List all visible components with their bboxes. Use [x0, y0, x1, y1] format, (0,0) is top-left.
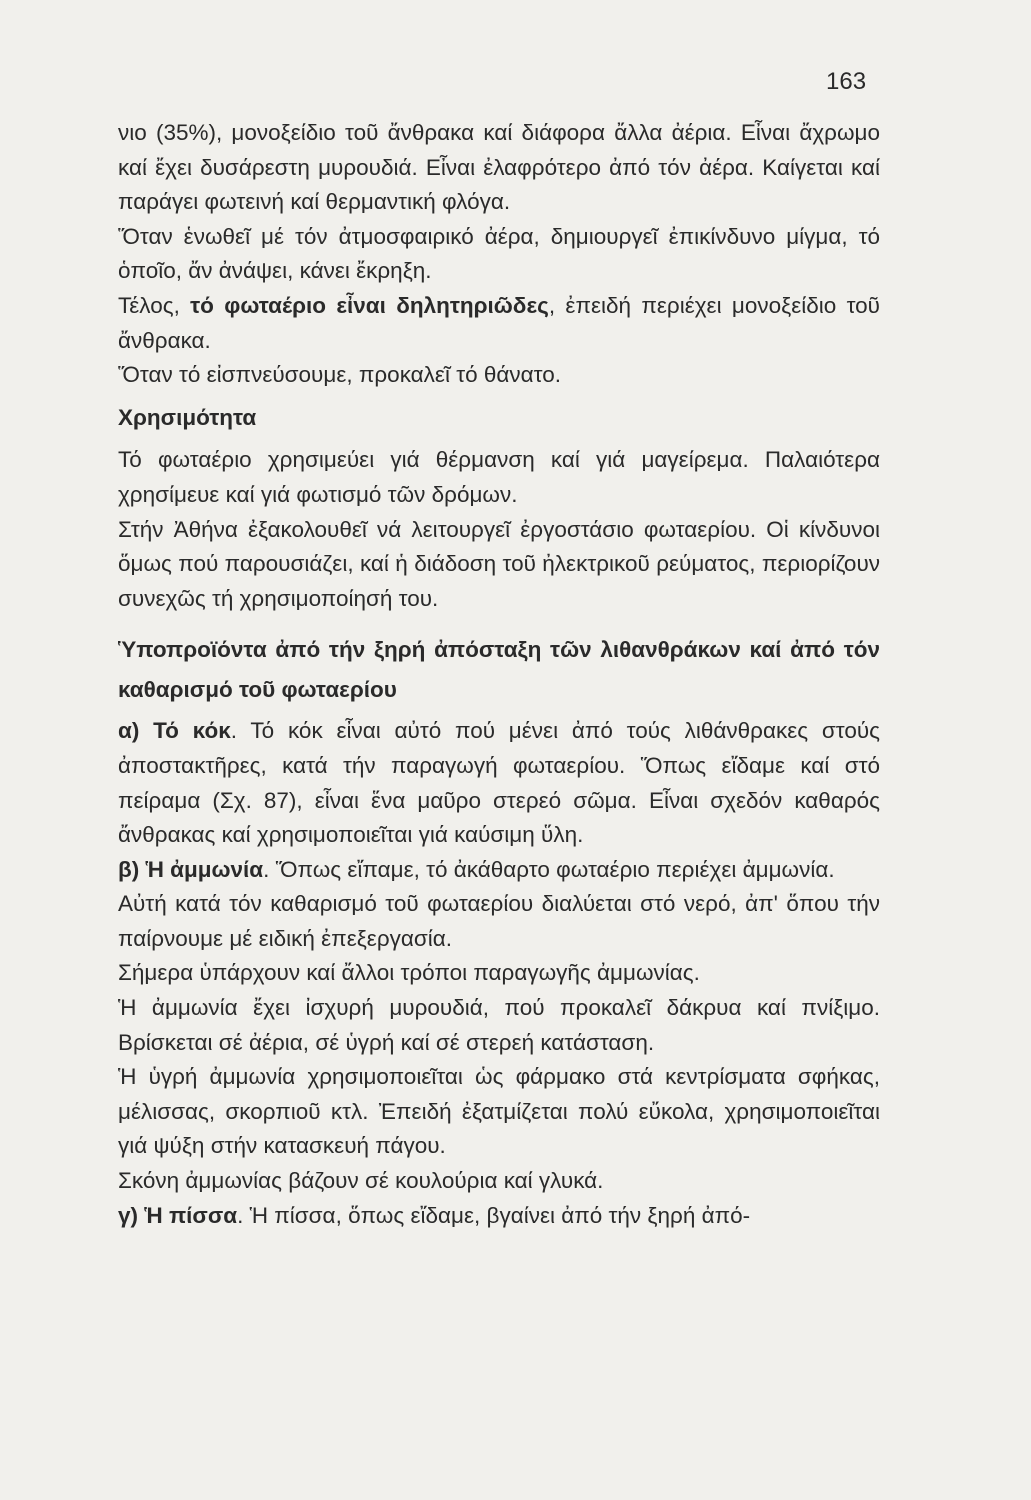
paragraph-athens-factory: Στήν Ἀθήνα ἐξακολουθεῖ νά λειτουργεῖ ἐργοστάσιο φωταερίου. Οἱ κίνδυνοι ὅμως πού παρουσιάζει, καί ἡ διάδοση τοῦ ἠλεκτρικοῦ ρεύματος, περιορίζουν συνεχῶς τή χρησιμοποίησή του.	[118, 516, 880, 611]
poisonous-prefix: Τέλος,	[118, 292, 191, 318]
poisonous-suffix: , ἐπειδή περιέχει μονοξείδιο τοῦ ἄνθρακα.	[118, 292, 880, 353]
paragraph-coke	[118, 714, 880, 852]
paragraph-ammonia-powder: Σκόνη ἀμμωνίας βάζουν σέ κουλούρια καί γλυκά.	[118, 1168, 604, 1194]
coke-label: α) Τό κόκ	[118, 718, 231, 744]
paragraph-explosive-mixture: Ὅταν ἑνωθεῖ μέ τόν ἀτμοσφαιρικό ἀέρα, δημιουργεῖ ἐπικίνδυνο μίγμα, τό ὁποῖο, ἄν ἀνάψει, κάνει ἔκρηξη.	[118, 223, 880, 284]
paragraph-ammonia-purification: Αὐτή κατά τόν καθαρισμό τοῦ φωταερίου διαλύεται στό νερό, ἀπ' ὅπου τήν παίρνουμε μέ ειδική ἐπεξεργασία.	[118, 891, 880, 951]
paragraph-liquid-ammonia: Ἡ ὑγρή ἀμμωνία χρησιμοποιεῖται ὡς φάρμακο στά κεντρίσματα σφήκας, μέλισσας, σκορπιοῦ κτλ. Ἐπειδή ἐξατμίζεται πολύ εὔκολα, χρησιμοποιεῖται γιά ψύξη στήν κατασκευή πάγου.	[118, 1064, 880, 1159]
page-number: 163	[826, 68, 867, 95]
ammonia-label: β) Ἡ ἀμμωνία	[118, 856, 264, 882]
coke-text: . Τό κόκ εἶναι αὐτό πού μένει ἀπό τούς λιθάνθρακες στούς ἀποστακτῆρες, κατά τήν παραγωγή φωταερίου. Ὅπως εἴδαμε καί στό πείραμα (Σχ. 87), εἶναι ἕνα μαῦρο στερεό σῶμα. Εἶναι σχεδόν καθαρός ἄνθρακας καί χρησιμοποιεῖται γιά καύσιμη ὕλη.	[118, 718, 880, 848]
paragraph-inhale: Ὅταν τό εἰσπνεύσουμε, προκαλεῖ τό θάνατο.	[118, 362, 561, 388]
paragraph-use-heating: Τό φωταέριο χρησιμεύει γιά θέρμανση καί γιά μαγείρεμα. Παλαιότερα χρησίμευε καί γιά φωτισμό τῶν δρόμων.	[118, 447, 880, 507]
ammonia-text: . Ὅπως εἴπαμε, τό ἀκάθαρτο φωταέριο περιέχει ἀμμωνία.	[263, 856, 835, 882]
heading-byproducts: Ὑποπροϊόντα ἀπό τήν ξηρή ἀπόσταξη τῶν λιθανθράκων καί ἀπό τόν καθαρισμό τοῦ φωταερίου	[118, 637, 880, 703]
paragraph-poisonous	[118, 289, 880, 358]
paragraph-tar	[118, 1199, 880, 1234]
paragraph-ammonia	[118, 853, 880, 888]
heading-usefulness: Χρησιμότητα	[118, 404, 257, 430]
tar-label: γ) Ἡ πίσσα	[118, 1202, 238, 1228]
paragraph-ammonia-production: Σήμερα ὑπάρχουν καί ἄλλοι τρόποι παραγωγῆς ἀμμωνίας.	[118, 960, 700, 986]
page-body	[118, 116, 880, 1233]
paragraph-ammonia-smell: Ἡ ἀμμωνία ἔχει ἰσχυρή μυρουδιά, πού προκαλεῖ δάκρυα καί πνίξιμο. Βρίσκεται σέ ἀέρια, σέ ὑγρή καί σέ στερεή κατάσταση.	[118, 995, 880, 1055]
paragraph-gas-properties: νιο (35%), μονοξείδιο τοῦ ἄνθρακα καί διάφορα ἄλλα ἀέρια. Εἶναι ἄχρωμο καί ἔχει δυσάρεστη μυρουδιά. Εἶναι ἐλαφρότερο ἀπό τόν ἀέρα. Καίγεται καί παράγει φωτεινή καί θερμαντική φλόγα.	[118, 120, 880, 215]
poisonous-emphasis: τό φωταέριο εἶναι δηλητηριῶδες	[190, 292, 549, 318]
tar-text: . Ἡ πίσσα, ὅπως εἴδαμε, βγαίνει ἀπό τήν ξηρή ἀπό-	[237, 1202, 751, 1228]
